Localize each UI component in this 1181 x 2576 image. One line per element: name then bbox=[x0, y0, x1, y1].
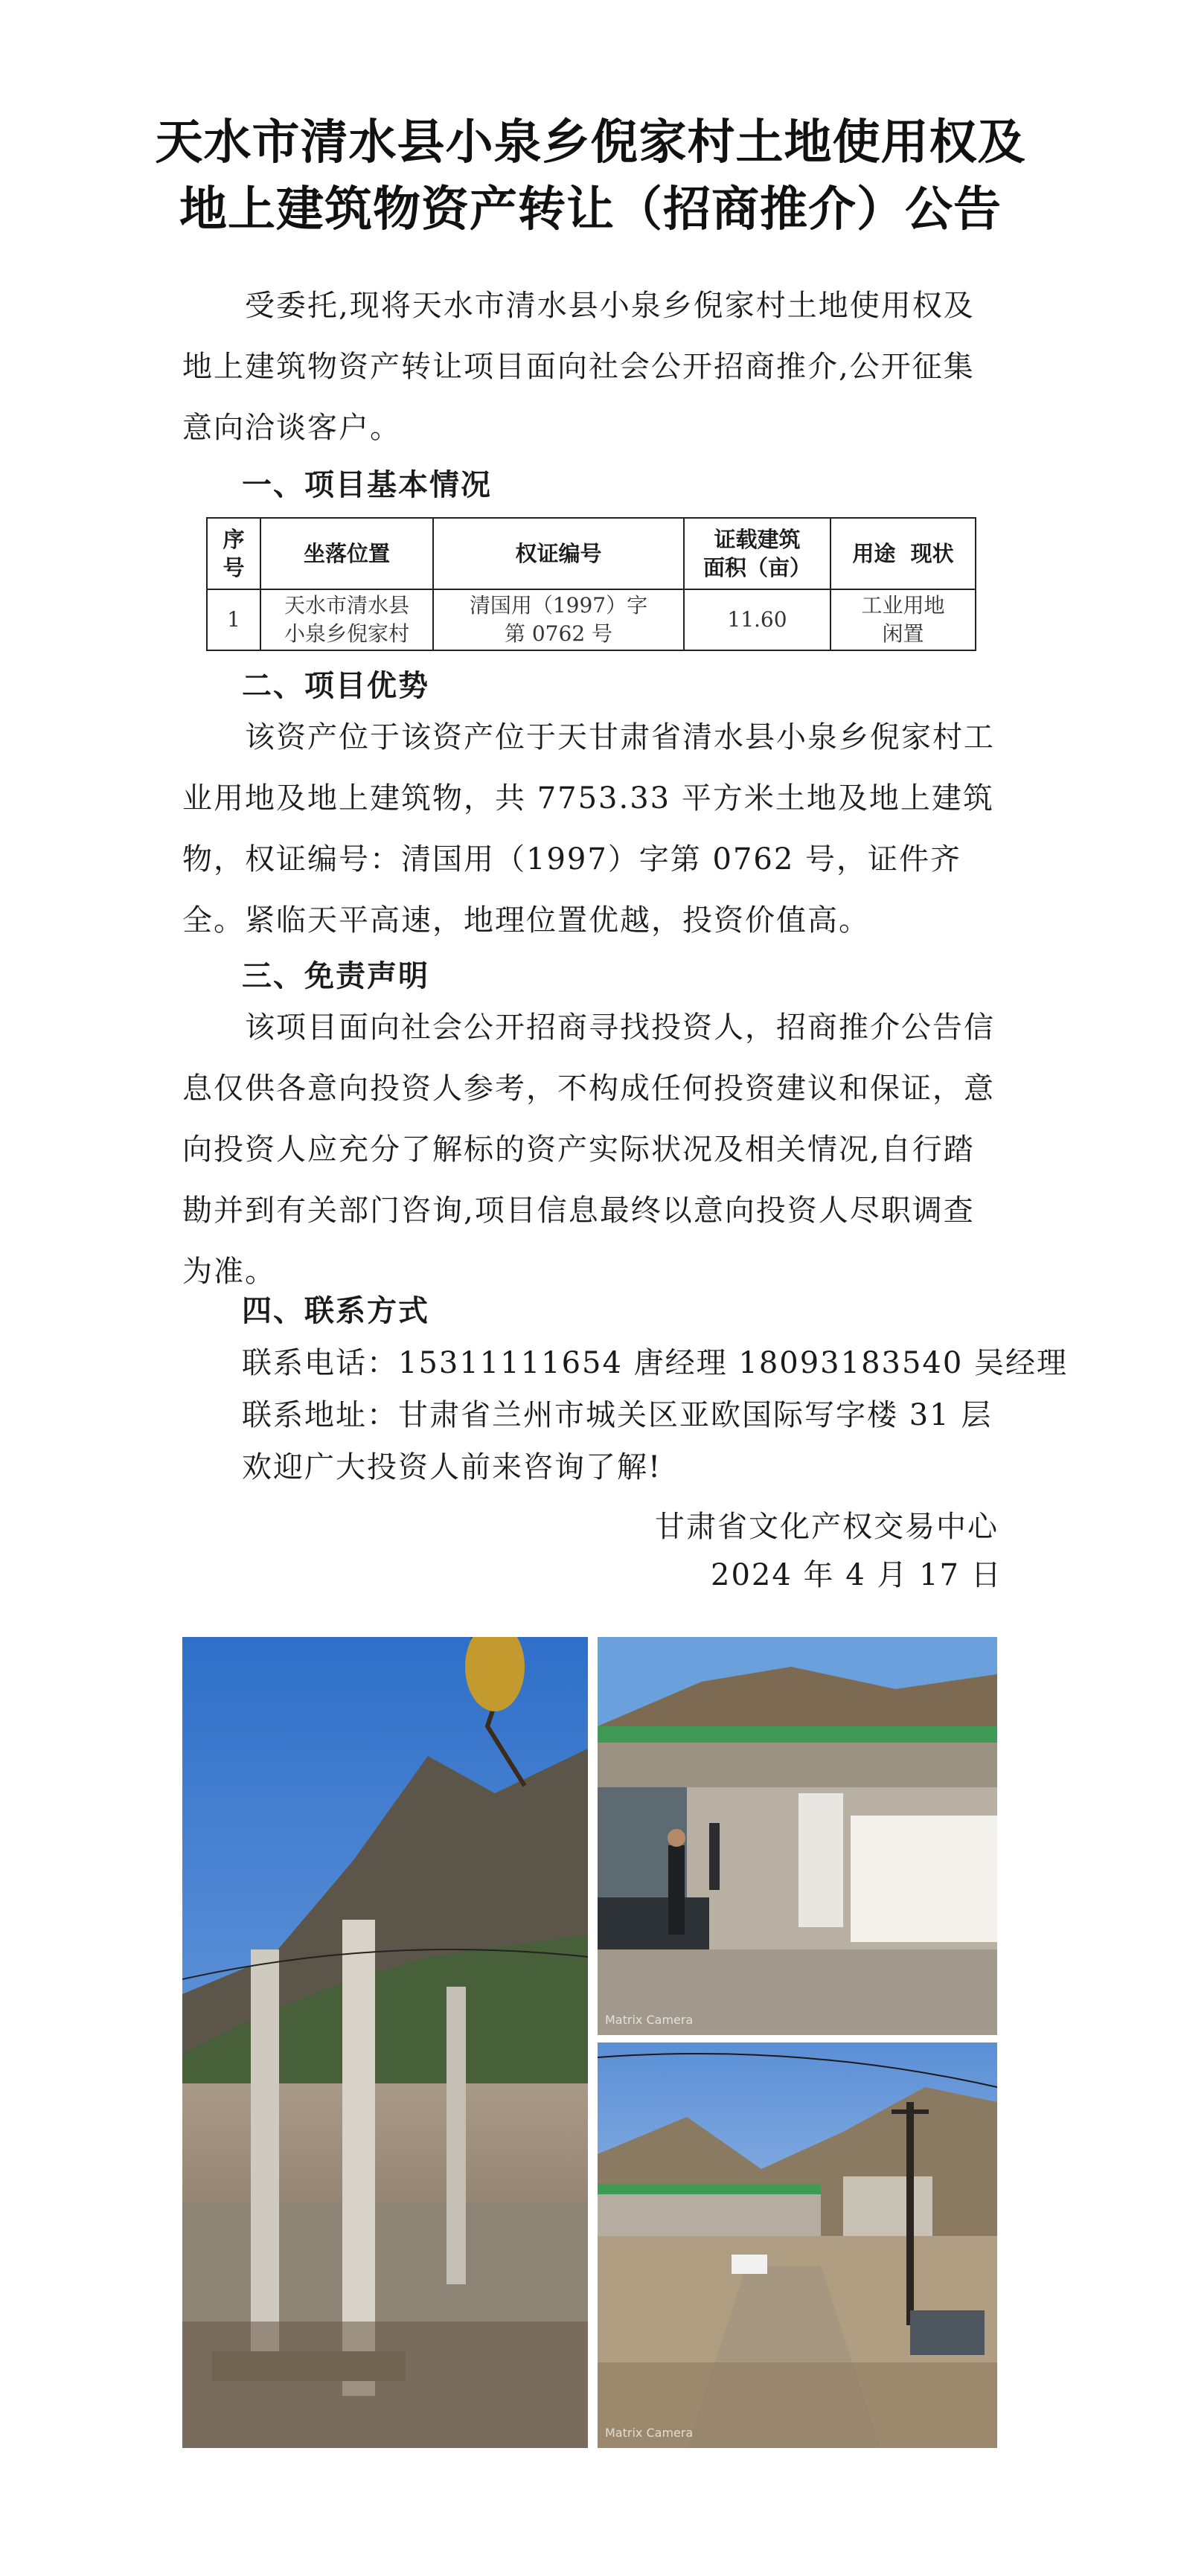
disclaimer-paragraph: 该项目面向社会公开招商寻找投资人，招商推介公告信息仅供各意向投资人参考，不构成任何投资建议和保证，意向投资人应充分了解标的资产实际状况及相关情况,自行踏勘并到有关部门咨询,项目信息最终以意向投资人尽职调查为准。 bbox=[182, 1010, 995, 1289]
table-header-row bbox=[207, 518, 976, 589]
contact-address: 联系地址：甘肃省兰州市城关区亚欧国际写字楼 31 层 bbox=[242, 1398, 993, 1432]
cell-location: 天水市清水县 小泉乡倪家村 bbox=[260, 589, 433, 650]
table-row bbox=[207, 589, 976, 650]
cell-usage: 工业用地 闲置 bbox=[830, 589, 976, 650]
header-location: 坐落位置 bbox=[260, 518, 433, 589]
contact-phone: 联系电话：15311111654 唐经理 18093183540 吴经理 bbox=[242, 1346, 1069, 1380]
section-heading-advantage: 二、项目优势 bbox=[242, 669, 429, 703]
camera-watermark: Matrix Camera bbox=[605, 2426, 694, 2440]
signature-date: 2024 年 4 月 17 日 bbox=[711, 1558, 1002, 1592]
title-line-1: 天水市清水县小泉乡倪家村土地使用权及 bbox=[155, 115, 1026, 170]
signature-org: 甘肃省文化产权交易中心 bbox=[655, 1510, 999, 1544]
cell-no: 1 bbox=[207, 589, 260, 650]
site-photo-road bbox=[598, 2042, 997, 2448]
cell-area: 11.60 bbox=[684, 589, 830, 650]
header-cert: 权证编号 bbox=[433, 518, 684, 589]
site-photo-gate bbox=[598, 1637, 997, 2035]
title-line-2: 地上建筑物资产转让（招商推介）公告 bbox=[179, 182, 1002, 237]
section-heading-contact: 四、联系方式 bbox=[242, 1294, 429, 1328]
site-photo-posts bbox=[182, 1637, 588, 2448]
header-area: 证载建筑 面积（亩） bbox=[684, 518, 830, 589]
intro-paragraph: 受委托,现将天水市清水县小泉乡倪家村土地使用权及地上建筑物资产转让项目面向社会公开招商推介,公开征集意向洽谈客户。 bbox=[182, 289, 975, 445]
advantage-paragraph: 该资产位于该资产位于天甘肃省清水县小泉乡倪家村工业用地及地上建筑物，共 7753.33 平方米土地及地上建筑物，权证编号：清国用（1997）字第 0762 号，证件齐全。紧临天平高速，地理位置优越，投资价值高。 bbox=[182, 720, 995, 938]
section-heading-basic: 一、项目基本情况 bbox=[242, 468, 492, 502]
header-usage: 用途 现状 bbox=[830, 518, 976, 589]
section-heading-disclaimer: 三、免责声明 bbox=[242, 959, 429, 993]
project-table bbox=[206, 517, 976, 651]
camera-watermark: Matrix Camera bbox=[605, 2013, 694, 2027]
cell-cert: 清国用（1997）字 第 0762 号 bbox=[433, 589, 684, 650]
header-no: 序 号 bbox=[207, 518, 260, 589]
contact-welcome: 欢迎广大投资人前来咨询了解! bbox=[242, 1450, 662, 1484]
